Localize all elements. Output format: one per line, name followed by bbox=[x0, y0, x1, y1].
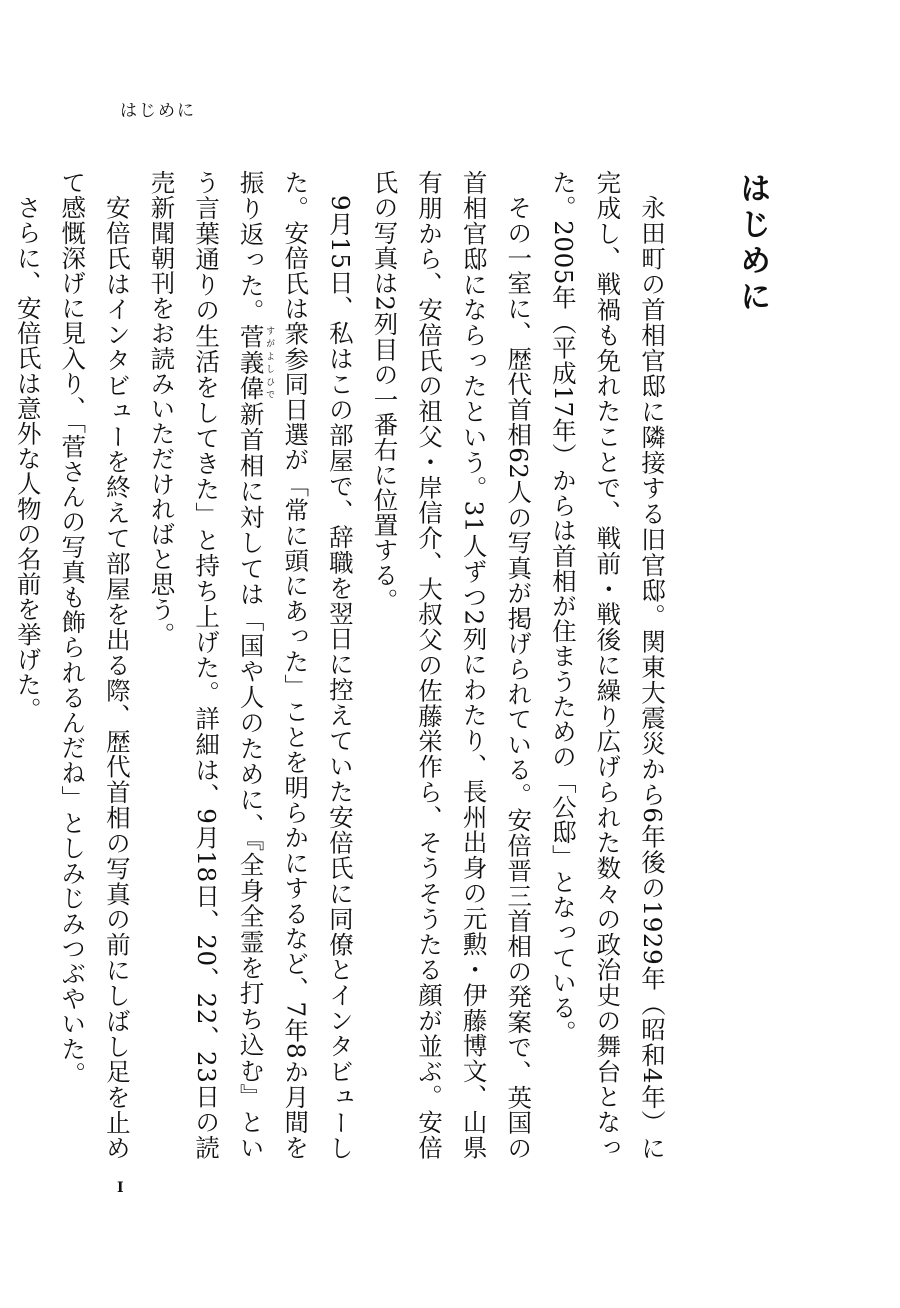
name-with-furigana: 菅義偉すがよしひで bbox=[236, 324, 275, 402]
paragraph-4: 安倍氏はインタビューを終えて部屋を出る際、歴代首相の写真の前にしばし足を止めて感慨深げに見入り、「菅さんの写真も飾られるんだね」としみじみつぶやいた。 bbox=[58, 170, 132, 1160]
paragraph-1: 永田町の首相官邸に隣接する旧官邸。関東大震災から6年後の1929年（昭和4年）に完成し、戦禍も免れたことで、戦前・戦後に繰り広げられた数々の政治史の舞台となった。2005年（平成17年）からは首相が住まうための「公邸」となっている。 bbox=[548, 170, 667, 1160]
paragraph-5: さらに、安倍氏は意外な人物の名前を挙げた。 bbox=[13, 194, 43, 722]
body-text bbox=[5, 170, 674, 1160]
chapter-heading: はじめに bbox=[734, 172, 771, 316]
running-header: はじめに bbox=[120, 101, 196, 121]
page-number: I bbox=[117, 1180, 124, 1196]
paragraph-2: その一室に、歴代首相62人の写真が掲げられている。安倍晋三首相の発案で、英国の首相官邸にならったという。31人ずつ2列にわたり、長州出身の元勲・伊藤博文、山県有朋から、安倍氏の祖父・岸信介、大叔父の佐藤栄作ら、そうそうたる顔が並ぶ。安倍氏の写真は2列目の一番右に位置する。 bbox=[370, 170, 534, 1160]
paragraph-3: 9月15日、私はこの部屋で、辞職を翌日に控えていた安倍氏に同僚とインタビューした。安倍氏は衆参同日選が「常に頭にあった」ことを明らかにするなど、7年8か月間を振り返った。菅義偉すがよしひで新首相に対しては「国や人のために、『全身全霊を打ち込む』という言葉通りの生活をしてきた」と持ち上げた。詳細は、9月18日、20、22、23日の読売新聞朝刊をお読みいただければと思う。 bbox=[147, 170, 355, 1160]
furigana-reading: すがよしひで bbox=[264, 324, 275, 401]
